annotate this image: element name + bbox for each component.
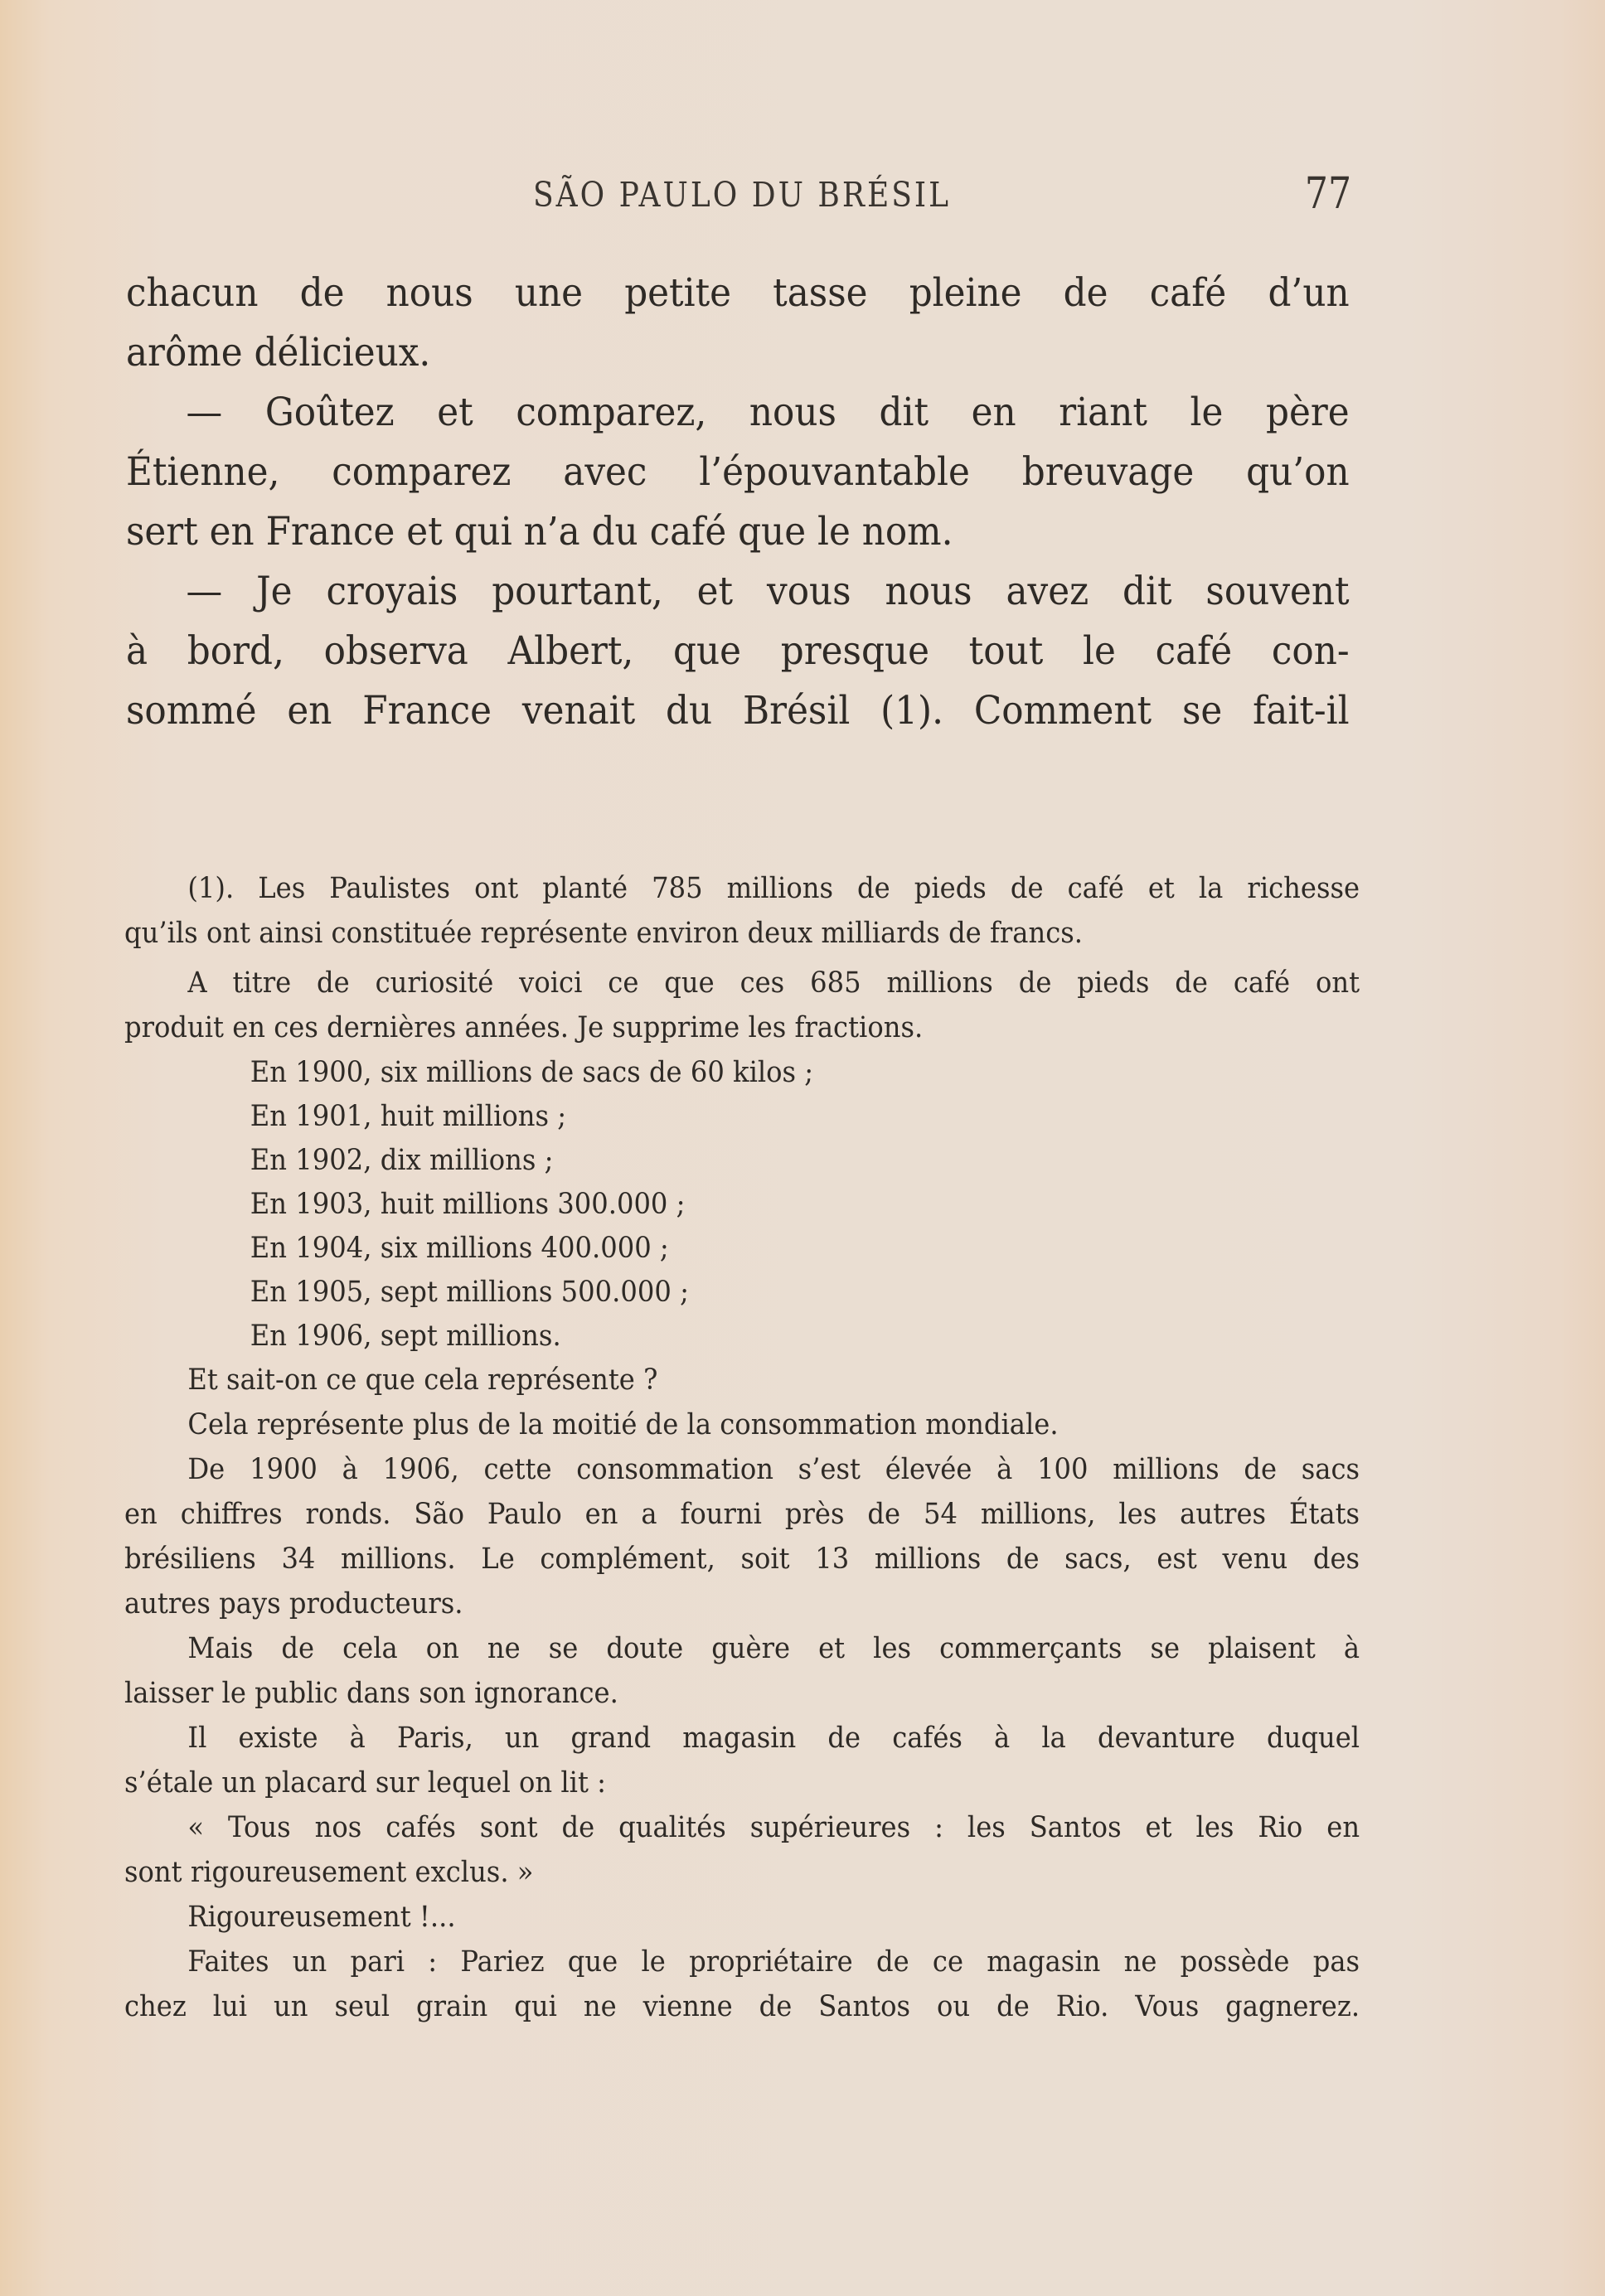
running-title: SÃO PAULO DU BRÉSIL: [533, 176, 952, 216]
footnote-line: produit en ces dernières années. Je supprime les fractions.: [124, 1011, 924, 1044]
text-line: chacun de nous une petite tasse pleine de café d’un: [126, 270, 1350, 316]
production-item: En 1900, six millions de sacs de 60 kilos ;: [250, 1056, 814, 1089]
text-line: à bord, observa Albert, que presque tout le café con-: [126, 628, 1350, 674]
footnote-line: Mais de cela on ne se doute guère et les commerçants se plaisent à: [187, 1632, 1360, 1665]
text-line: Étienne, comparez avec l’épouvantable breuvage qu’on: [126, 449, 1350, 495]
text-line: sert en France et qui n’a du café que le nom.: [126, 509, 953, 555]
footnote-line: sont rigoureusement exclus. »: [124, 1856, 534, 1889]
footnote-line: Cela représente plus de la moitié de la consommation mondiale.: [187, 1408, 1059, 1441]
footnote-line: Rigoureusement !...: [187, 1901, 456, 1934]
text-line: — Je croyais pourtant, et vous nous avez dit souvent: [186, 569, 1350, 614]
production-item: En 1903, huit millions 300.000 ;: [250, 1188, 686, 1221]
page-number: 77: [1304, 169, 1351, 219]
production-list: [124, 1050, 1360, 1358]
footnote-line: Et sait-on ce que cela représente ?: [187, 1364, 658, 1397]
footnote-line: qu’ils ont ainsi constituée représente environ deux milliards de francs.: [124, 917, 1084, 950]
footnote-line: Faites un pari : Pariez que le propriétaire de ce magasin ne possède pas: [187, 1945, 1360, 1979]
footnote-line: s’étale un placard sur lequel on lit :: [124, 1766, 607, 1800]
main-text: [126, 264, 1350, 741]
production-item: En 1902, dix millions ;: [250, 1144, 554, 1177]
footnote-line: brésiliens 34 millions. Le complément, soit 13 millions de sacs, est venu des: [124, 1543, 1360, 1576]
text-line: sommé en France venait du Brésil (1). Comment se fait-il: [126, 688, 1350, 734]
text-line: arôme délicieux.: [126, 330, 431, 375]
footnote-line: Il existe à Paris, un grand magasin de cafés à la devanture duquel: [187, 1722, 1360, 1755]
footnote-line: en chiffres ronds. São Paulo en a fourni près de 54 millions, les autres États: [124, 1498, 1360, 1531]
production-item: En 1906, sept millions.: [250, 1320, 561, 1353]
footnote-line: A titre de curiosité voici ce que ces 685 millions de pieds de café ont: [187, 966, 1360, 1000]
footnote: [124, 866, 1360, 2029]
footnote-line: autres pays producteurs.: [124, 1587, 463, 1620]
text-line: — Goûtez et comparez, nous dit en riant le père: [186, 390, 1350, 435]
production-item: En 1904, six millions 400.000 ;: [250, 1232, 669, 1265]
footnote-line: De 1900 à 1906, cette consommation s’est élevée à 100 millions de sacs: [187, 1453, 1360, 1486]
footnote-line: (1). Les Paulistes ont planté 785 millions de pieds de café et la richesse: [187, 872, 1360, 905]
footnote-line: chez lui un seul grain qui ne vienne de Santos ou de Rio. Vous gagnerez.: [124, 1990, 1360, 2023]
footnote-line: laisser le public dans son ignorance.: [124, 1677, 618, 1710]
footnote-line: « Tous nos cafés sont de qualités supérieures : les Santos et les Rio en: [187, 1811, 1360, 1844]
running-head: [124, 169, 1351, 234]
production-item: En 1905, sept millions 500.000 ;: [250, 1276, 689, 1309]
production-item: En 1901, huit millions ;: [250, 1100, 567, 1133]
